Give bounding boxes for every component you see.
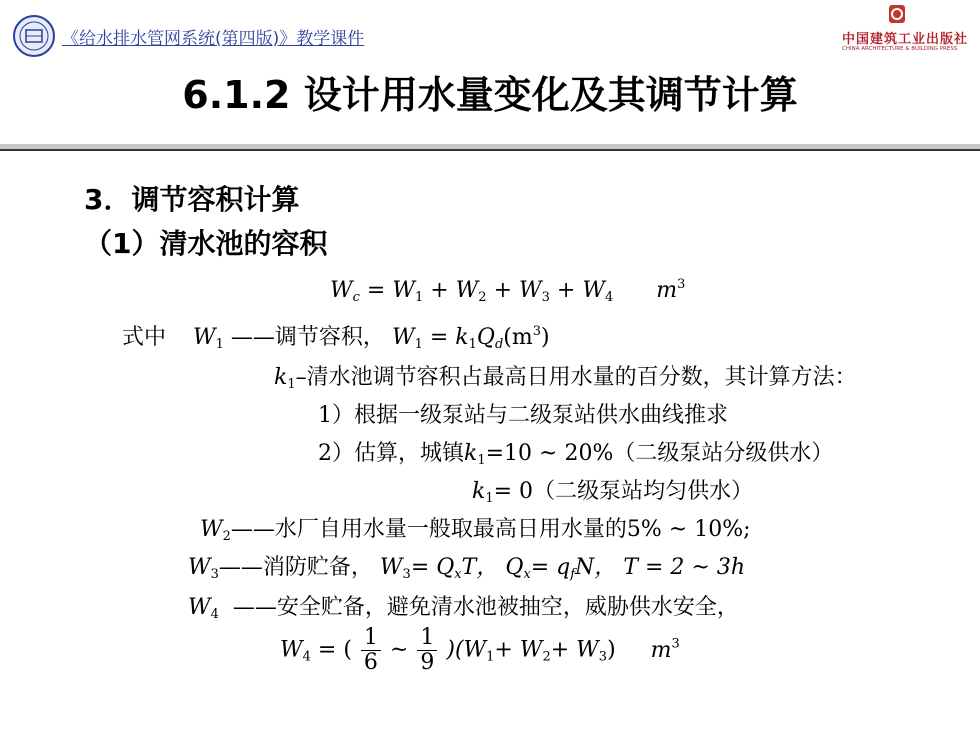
formula-w4-desc: $W_4$ ——安全贮备，避免清水池被抽空，威胁供水安全， [188,595,739,622]
formula-w3: $W_3——$消防贮备， $W_3= Q_xT$， $Q_x= q_fN$， T = 2 ~ 3h [188,555,745,582]
formula-k1-desc: $k_1-$清水池调节容积占最高日用水量的百分数，其计算方法： [274,365,857,392]
formula-w4: $W_4$ = ( $\frac{1}{6}$ ~ $\frac{1}{9}$ )$(W_1+ W_2+ W_3)$ $m^3$ [280,625,680,675]
publisher-logo-icon [882,4,912,26]
publisher-name: 中国建筑工业出版社 [842,32,969,47]
method-item-1: 1）根据一级泵站与二级泵站供水曲线推求 [318,403,728,428]
method-item-2: 2）估算，城镇$k_1=10$ ~ 20%（二级泵站分级供水） [318,441,834,468]
university-logo-icon [12,14,56,58]
section-heading: 3．调节容积计算 [84,183,300,216]
method-item-2-uniform: $k_1= 0$（二级泵站均匀供水） [472,479,754,506]
formula-w2: $W_2——$水厂自用水量一般取最高日用水量的5% ~ 10%; [200,517,751,544]
fraction-one-ninth: $\frac{1}{9}$ [417,626,437,675]
slide-title: 6.1.2 设计用水量变化及其调节计算 [182,73,798,117]
fraction-one-sixth: $\frac{1}{6}$ [361,626,381,675]
subsection-heading: （1）清水池的容积 [84,227,328,260]
publisher-name-en: CHINA ARCHITECTURE & BUILDING PRESS [842,46,958,52]
formula-wc: $W_c = W_1 + W_2 + W_3 + W_4$ $m^3$ [330,277,686,305]
formula-w1: 式中 $W_1$ ——调节容积， $W_1 = k_1Q_d(m^3)$ [122,324,550,352]
course-title: 《给水排水管网系统(第四版)》教学课件 [62,29,365,49]
title-divider-line [0,149,980,151]
